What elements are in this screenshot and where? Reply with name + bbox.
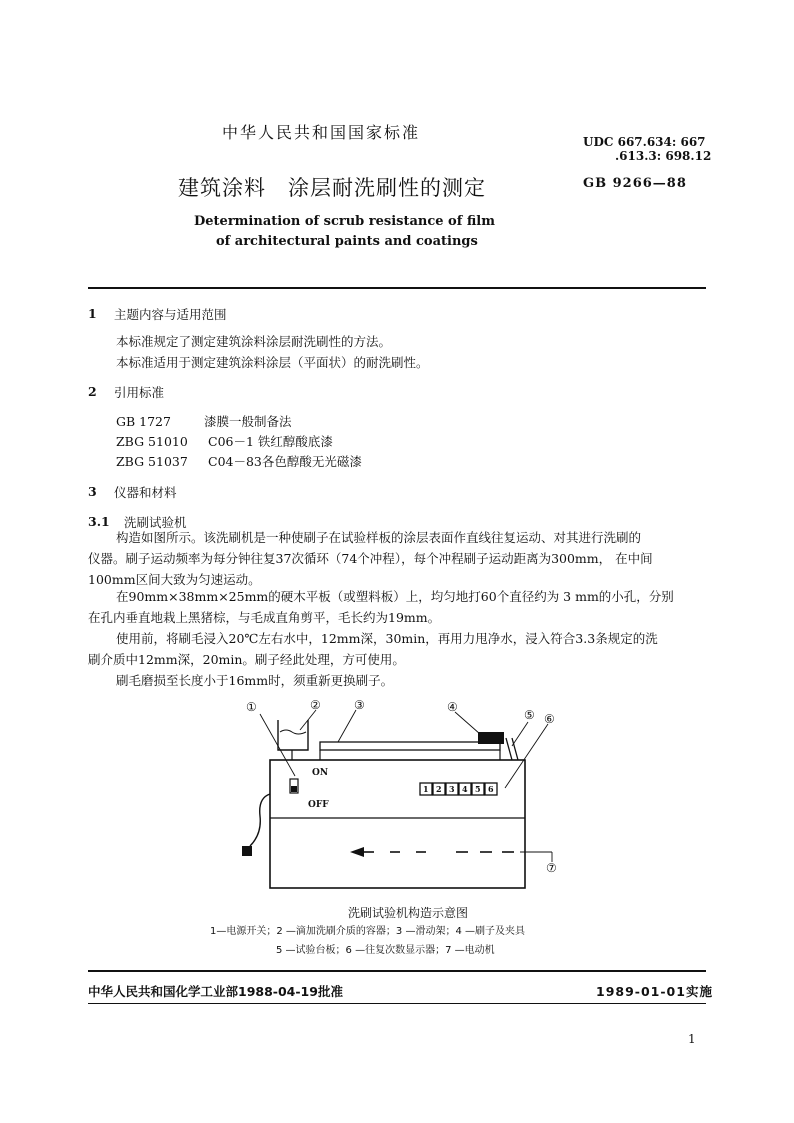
section-1-para-2: 本标准适用于测定建筑涂料涂层（平面状）的耐洗刷性。 bbox=[116, 355, 429, 370]
issuing-org: 中华人民共和国国家标准 bbox=[222, 123, 421, 142]
para-replace: 刷毛磨损至长度小于16mm时，须重新更换刷子。 bbox=[116, 673, 394, 688]
counter-digit: 1 bbox=[423, 784, 429, 794]
udc-code-line2: .613.3: 698.12 bbox=[615, 149, 712, 163]
section-1-number: 1 bbox=[88, 306, 97, 321]
counter-digit: 3 bbox=[449, 784, 455, 794]
reference-code: ZBG 51037 bbox=[116, 454, 188, 469]
marker-5: ⑤ bbox=[524, 708, 535, 722]
counter-display bbox=[420, 783, 497, 795]
marker-4: ④ bbox=[447, 700, 458, 714]
document-title: 建筑涂料 涂层耐洗刷性的测定 bbox=[178, 176, 486, 200]
approval-statement: 中华人民共和国化学工业部1988-04-19批准 bbox=[88, 984, 343, 999]
section-3-number: 3 bbox=[88, 484, 97, 499]
para-brush-line1: 在90mm×38mm×25mm的硬木平板（或塑料板）上，均匀地打60个直径约为 3 mm的小孔，分别 bbox=[116, 589, 674, 604]
footer-rule-bottom bbox=[88, 1003, 706, 1004]
marker-1: ① bbox=[246, 700, 257, 714]
para-usage-line1: 使用前，将刷毛浸入20℃左右水中，12mm深，30min，再用力甩净水，浸入符合3.3条规定的洗 bbox=[116, 631, 658, 646]
counter-digit: 4 bbox=[462, 784, 468, 794]
udc-code-line1: UDC 667.634: 667 bbox=[583, 135, 706, 149]
para-brush-line2: 在孔内垂直地栽上黑猪棕，与毛成直角剪平，毛长约为19mm。 bbox=[88, 610, 441, 625]
figure-legend-line1: 1—电源开关；2 —滴加洗刷介质的容器；3 —滑动架；4 —刷子及夹具 bbox=[210, 926, 525, 937]
counter-digit: 2 bbox=[436, 784, 442, 794]
para-construction-line3: 100mm区间大致为匀速运动。 bbox=[88, 572, 261, 587]
reference-row bbox=[116, 412, 292, 430]
reference-code: GB 1727 bbox=[116, 414, 171, 429]
counter-digit: 6 bbox=[488, 784, 494, 794]
marker-2: ② bbox=[310, 698, 321, 712]
reference-row bbox=[116, 452, 362, 470]
section-2-number: 2 bbox=[88, 384, 97, 399]
footer-rule bbox=[88, 970, 706, 972]
english-title-line2: of architectural paints and coatings bbox=[216, 234, 478, 249]
reference-name: 漆膜一般制备法 bbox=[204, 414, 292, 429]
standard-number: GB 9266—88 bbox=[583, 176, 687, 191]
scrub-tester-diagram bbox=[230, 698, 570, 898]
reference-row bbox=[116, 432, 333, 450]
marker-6: ⑥ bbox=[544, 712, 555, 726]
marker-7: ⑦ bbox=[546, 861, 557, 875]
para-construction-line2: 仪器。刷子运动频率为每分钟往复37次循环（74个冲程），每个冲程刷子运动距离为300mm， 在中间 bbox=[88, 551, 653, 566]
marker-3: ③ bbox=[354, 698, 365, 712]
section-3-title: 仪器和材料 bbox=[114, 485, 177, 500]
counter-digit: 5 bbox=[475, 784, 481, 794]
para-construction-line1: 构造如图所示。该洗刷机是一种使刷子在试验样板的涂层表面作直线往复运动、对其进行洗刷的 bbox=[116, 530, 642, 545]
reference-code: ZBG 51010 bbox=[116, 434, 188, 449]
section-3-1-title: 洗刷试验机 bbox=[124, 515, 187, 530]
section-3-1-number: 3.1 bbox=[88, 514, 110, 529]
figure-legend-line2: 5 —试验台板；6 —往复次数显示器；7 —电动机 bbox=[276, 945, 495, 956]
page-number: 1 bbox=[688, 1032, 696, 1046]
effective-date: 1989-01-01实施 bbox=[596, 984, 713, 999]
english-title-line1: Determination of scrub resistance of film bbox=[194, 214, 495, 229]
figure-caption: 洗刷试验机构造示意图 bbox=[348, 906, 469, 920]
para-usage-line2: 刷介质中12mm深，20min。刷子经此处理，方可使用。 bbox=[88, 652, 405, 667]
switch-off-label: OFF bbox=[308, 800, 329, 810]
section-1-title: 主题内容与适用范围 bbox=[114, 307, 227, 322]
section-1-para-1: 本标准规定了测定建筑涂料涂层耐洗刷性的方法。 bbox=[116, 334, 392, 349]
reference-name: C04－83各色醇酸无光磁漆 bbox=[208, 454, 362, 469]
section-2-title: 引用标准 bbox=[114, 385, 165, 400]
header-rule bbox=[88, 287, 706, 289]
switch-on-label: ON bbox=[312, 768, 329, 778]
reference-name: C06－1 铁红醇酸底漆 bbox=[208, 434, 333, 449]
